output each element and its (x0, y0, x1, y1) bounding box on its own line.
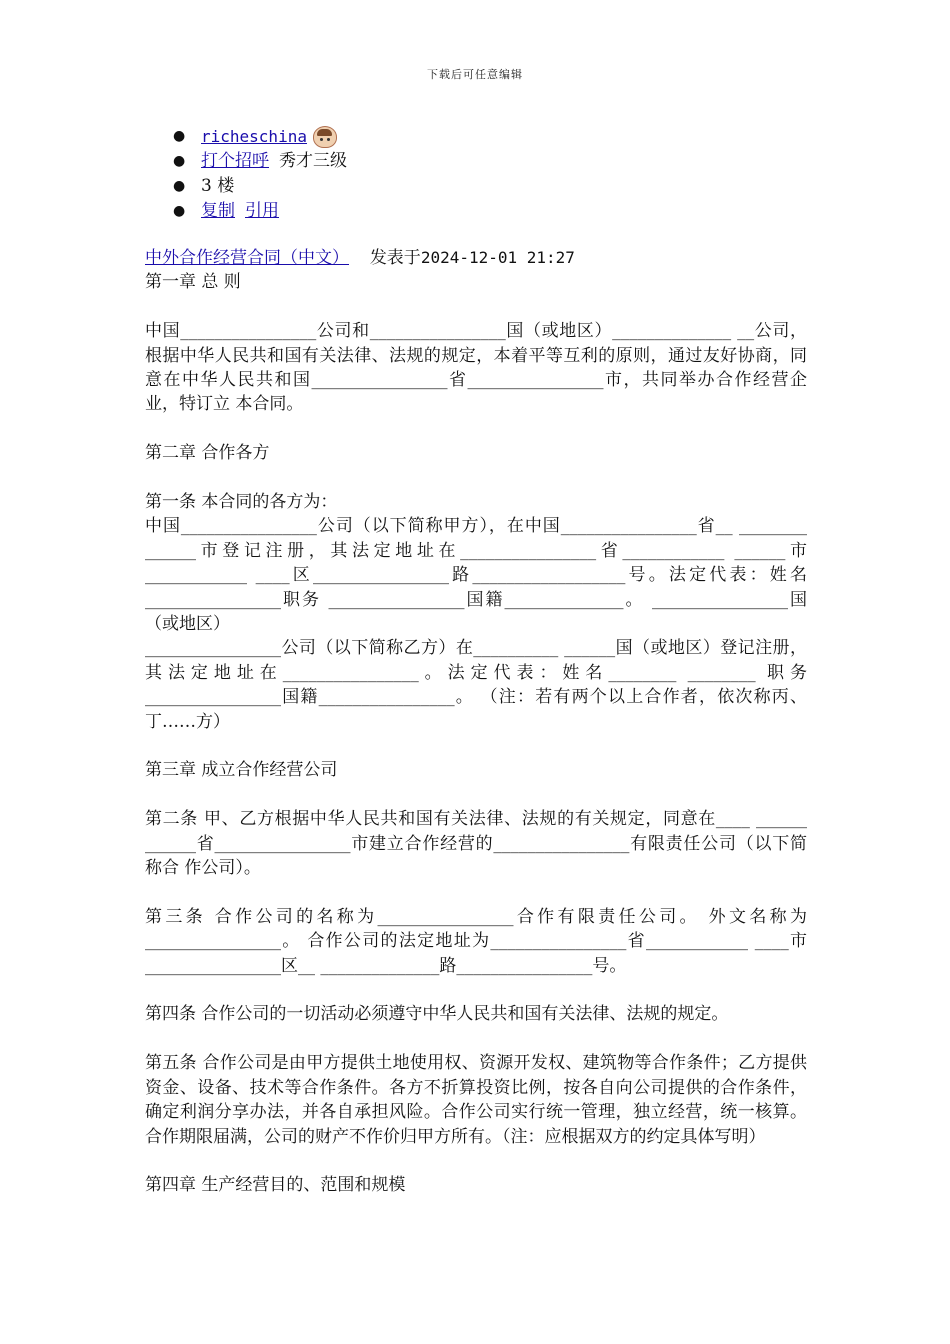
paragraph-preamble: 中国________________公司和________________国（或地区）______________ __公司， 根据中华人民共和国有关法律、法规的规定，本着平等互利的原则，通过友好协商，同意在中华人民共和国________________省________________市，共同举办合作经营企业，特订立 本合同。 (145, 321, 807, 415)
list-item-actions (145, 199, 347, 224)
bullet-icon: ● (173, 178, 186, 194)
post-content (145, 246, 807, 1222)
list-item-username (145, 124, 347, 149)
avatar-icon (313, 126, 337, 148)
quote-link[interactable]: 引用 (245, 201, 279, 221)
copy-link[interactable]: 复制 (201, 201, 235, 221)
bullet-icon: ● (173, 128, 186, 144)
download-note: 下载后可任意编辑 (427, 68, 523, 81)
chapter-4-heading: 第四章 生产经营目的、范围和规模 (145, 1175, 406, 1196)
list-item-floor (145, 174, 347, 199)
bullet-icon: ● (173, 153, 186, 169)
posted-time: 2024-12-01 21:27 (420, 248, 575, 267)
article-4: 第四条 合作公司的一切活动必须遵守中华人民共和国有关法律、法规的规定。 (145, 1004, 729, 1025)
article-2: 第二条 甲、乙方根据中华人民共和国有关法律、法规的有关规定，同意在____ ______ ______省________________市建立合作经营的________________有限责任公司（以下简称合 作公司）。 (145, 809, 807, 879)
article-5: 第五条 合作公司是由甲方提供土地使用权、资源开发权、建筑物等合作条件；乙方提供资金、设备、技术等合作条件。各方不折算投资比例，按各自向公司提供的合作条件，确定利润分享办法，并各自承担风险。合作公司实行统一管理，独立经营，统一核算。合作期限届满，公司的财产不作价归甲方所有。（注：应根据双方的约定具体写明） (145, 1053, 807, 1147)
chapter-2-heading: 第二章 合作各方 (145, 443, 270, 464)
posted-prefix: 发表于 (369, 248, 421, 268)
list-item-greet (145, 149, 347, 174)
bullet-icon: ● (173, 203, 186, 219)
username-link[interactable]: richeschina (201, 127, 307, 146)
post-title-link[interactable]: 中外合作经营合同（中文） (145, 248, 349, 268)
article-1: 第一条 本合同的各方为： 中国________________公司（以下简称甲方），在中国________________省__ ________ ______市登记注册，其法定地址在________________省____________ ______市____________ ____区________________路__________________号。法定代表：姓名________________职务 ________________国籍______________。 ________________国（或地区） ________________公司（以下简称乙方）在__________ ______国（或地区）登记注册，其法定地址在________________。法定代表：姓名________ ________ 职务________________国籍________________。 （注：若有两个以上合作者，依次称丙、丁……方） (145, 492, 807, 732)
chapter-3-heading: 第三章 成立合作经营公司 (145, 760, 338, 781)
greet-link[interactable]: 打个招呼 (201, 151, 269, 171)
chapter-1-heading: 第一章 总 则 (145, 272, 241, 293)
post-meta-list (145, 124, 347, 224)
floor-number: 3 楼 (201, 176, 235, 196)
article-3: 第三条 合作公司的名称为________________合作有限责任公司。 外文名称为________________。 合作公司的法定地址为________________省____________ ____市________________区__ ______________路________________号。 (145, 906, 807, 976)
post-title-line (145, 246, 807, 270)
user-rank: 秀才三级 (279, 151, 347, 171)
